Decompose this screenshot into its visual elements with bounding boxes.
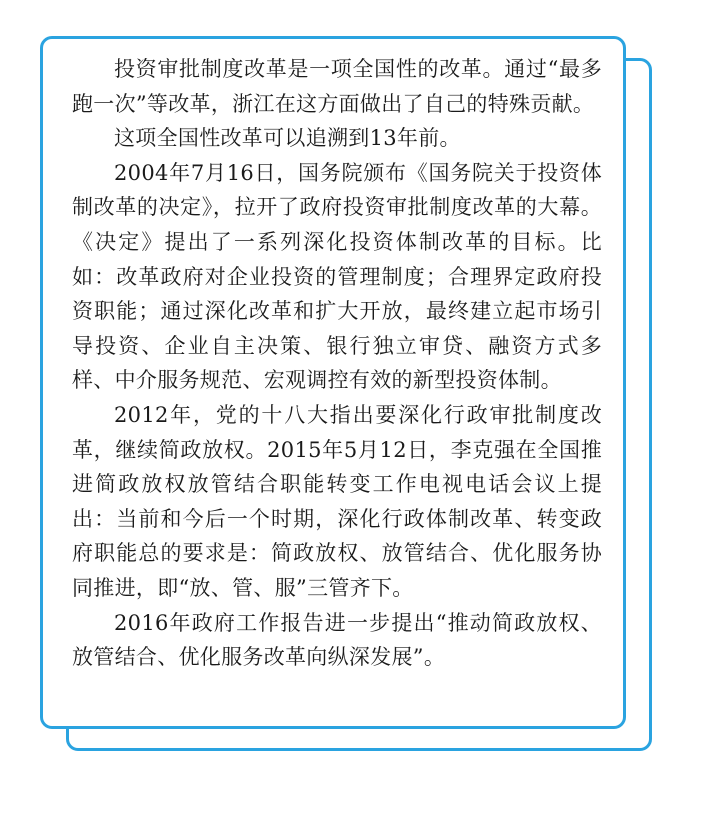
paragraph-1: 投资审批制度改革是一项全国性的改革。通过“最多跑一次”等改革，浙江在这方面做出了自己的特殊贡献。 xyxy=(72,57,602,116)
paragraph-5: 2016年政府工作报告进一步提出“推动简政放权、放管结合、优化服务改革向纵深发展”。 xyxy=(72,610,602,670)
article-text xyxy=(72,52,602,675)
paragraph-4: 2012年，党的十八大指出要深化行政审批制度改革，继续简政放权。2015年5月12日，李克强在全国推进简政放权放管结合职能转变工作电视电话会议上提出：当前和今后一个时期，深化行政体制改革、转变政府职能总的要求是：简政放权、放管结合、优化服务协同推进，即“放、管、服”三管齐下。 xyxy=(72,402,602,600)
paragraph-2: 这项全国性改革可以追溯到13年前。 xyxy=(114,126,461,151)
paragraph-3: 2004年7月16日，国务院颁布《国务院关于投资体制改革的决定》，拉开了政府投资审批制度改革的大幕。《决定》提出了一系列深化投资体制改革的目标。比如：改革政府对企业投资的管理制度；合理界定政府投资职能；通过深化改革和扩大开放，最终建立起市场引导投资、企业自主决策、银行独立审贷、融资方式多样、中介服务规范、宏观调控有效的新型投资体制。 xyxy=(72,160,602,393)
